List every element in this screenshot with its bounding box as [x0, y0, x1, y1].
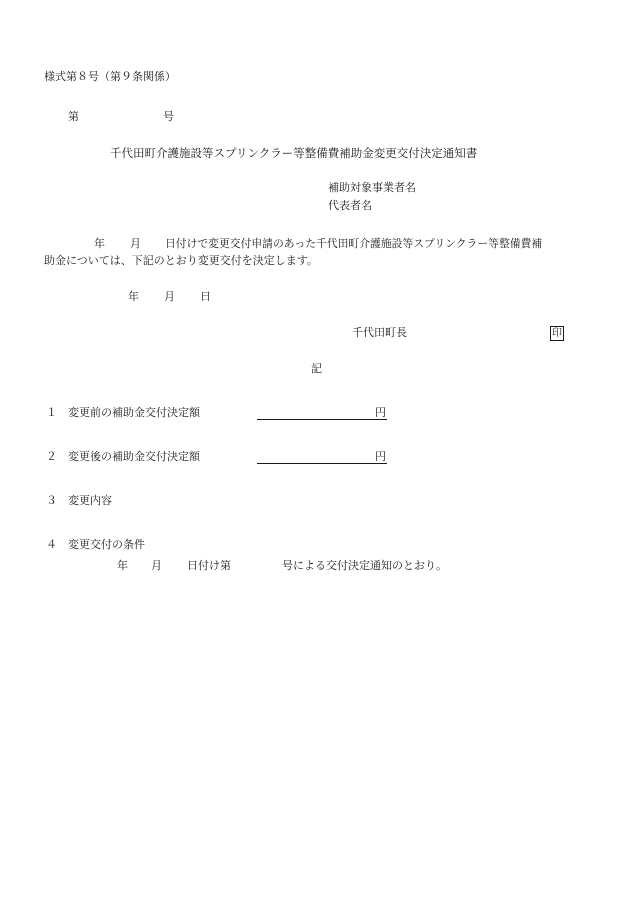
date-year: 年	[128, 290, 139, 303]
body-line-1: 日付けで変更交付申請のあった千代田町介護施設等スプリンクラー等整備費補	[165, 237, 543, 250]
business-label: 補助対象事業者名	[328, 181, 416, 194]
body-year: 年	[94, 237, 105, 250]
document-number-suffix: 号	[163, 110, 174, 123]
item-4-label: 変更交付の条件	[68, 538, 145, 551]
item-1-unit: 円	[375, 406, 386, 419]
date-month: 月	[164, 290, 175, 303]
body-line-2: 助金については、下記のとおり変更交付を決定します。	[44, 254, 318, 267]
condition-rest: 号による交付決定通知のとおり。	[282, 559, 447, 572]
item-3-label: 変更内容	[68, 494, 112, 507]
issuer-name: 千代田町長	[352, 326, 407, 339]
item-1-label: 変更前の補助金交付決定額	[68, 406, 200, 419]
condition-year: 年	[117, 559, 128, 572]
document-number-prefix: 第	[68, 110, 79, 123]
item-1-amount-line	[257, 419, 387, 420]
document-title: 千代田町介護施設等スプリンクラー等整備費補助金変更交付決定通知書	[110, 146, 478, 160]
representative-label: 代表者名	[328, 199, 372, 212]
item-4-number: ４	[46, 538, 57, 551]
condition-month: 月	[151, 559, 162, 572]
body-month: 月	[130, 237, 141, 250]
item-1-number: １	[46, 406, 57, 419]
date-day: 日	[200, 290, 211, 303]
condition-dated: 日付け第	[187, 559, 231, 572]
ki-heading: 記	[311, 362, 322, 375]
form-number: 様式第８号（第９条関係）	[44, 70, 176, 83]
item-2-label: 変更後の補助金交付決定額	[68, 450, 200, 463]
item-2-number: ２	[46, 450, 57, 463]
item-3-number: ３	[46, 494, 57, 507]
seal-mark: 印	[552, 328, 562, 339]
item-2-amount-line	[257, 463, 387, 464]
item-2-unit: 円	[375, 450, 386, 463]
